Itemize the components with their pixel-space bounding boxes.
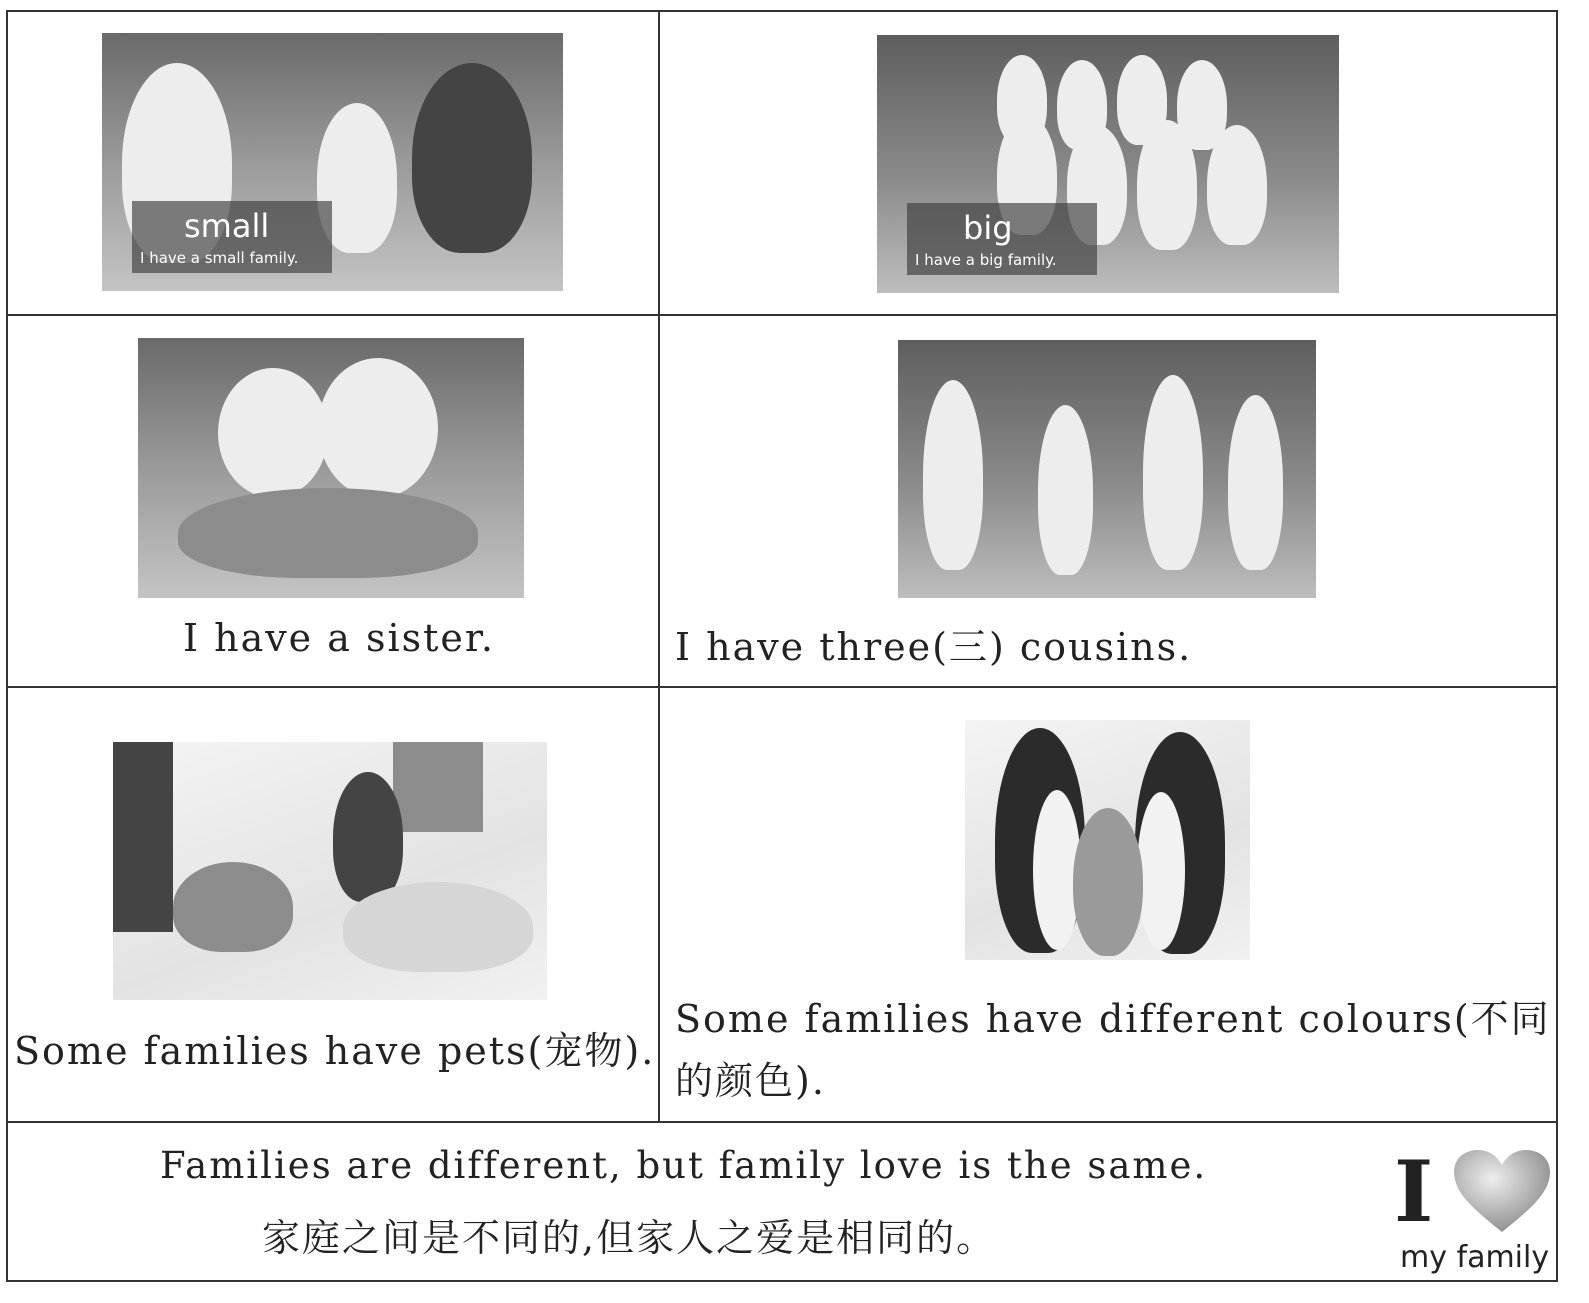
pets-caption: Some families have pets(宠物). xyxy=(14,1029,656,1073)
sisters-bodies xyxy=(178,488,478,578)
cousins-photo xyxy=(898,340,1316,598)
big-family-overlay xyxy=(907,203,1097,275)
heart-icon xyxy=(1452,1148,1552,1234)
overlay-word: small xyxy=(184,207,270,245)
sister-face xyxy=(318,358,438,498)
cousins-caption: I have three(三) cousins. xyxy=(675,625,1193,669)
big-family-photo xyxy=(877,35,1339,293)
logo-letter: I xyxy=(1394,1142,1434,1241)
cousin-figure xyxy=(1228,395,1283,570)
small-family-photo xyxy=(102,33,563,291)
footer-chinese: 家庭之间是不同的,但家人之爱是相同的。 xyxy=(262,1216,997,1260)
penguins-photo xyxy=(965,720,1250,960)
cousin-figure xyxy=(1143,375,1203,570)
sister-caption: I have a sister. xyxy=(183,616,495,660)
family-member-figure xyxy=(1207,125,1267,245)
overlay-sentence: I have a big family. xyxy=(915,251,1057,269)
colours-caption-line1: Some families have different colours(不同 xyxy=(675,997,1551,1041)
overlay-sentence: I have a small family. xyxy=(140,249,299,267)
penguin-chick xyxy=(1073,808,1143,956)
row-divider xyxy=(8,1121,1556,1123)
overlay-word: big xyxy=(963,209,1013,247)
logo-text: my family xyxy=(1400,1240,1550,1275)
sisters-photo xyxy=(138,338,524,598)
colours-caption-line2: 的颜色). xyxy=(675,1059,826,1103)
column-divider xyxy=(658,12,660,1121)
pets-photo xyxy=(113,742,547,1000)
penguin-belly xyxy=(1137,792,1185,950)
small-family-overlay xyxy=(132,201,332,273)
cousin-figure xyxy=(923,380,983,570)
chair xyxy=(113,742,173,932)
child-figure xyxy=(343,882,533,972)
cousin-figure xyxy=(1038,405,1093,575)
family-member-figure xyxy=(1137,120,1197,250)
dog-figure xyxy=(173,862,293,952)
oven xyxy=(393,742,483,832)
footer-english: Families are different, but family love is the same. xyxy=(160,1144,1208,1187)
row-divider xyxy=(8,314,1556,316)
sister-face xyxy=(218,368,328,498)
father-figure xyxy=(412,63,532,253)
row-divider xyxy=(8,686,1556,688)
child-figure xyxy=(333,772,403,902)
